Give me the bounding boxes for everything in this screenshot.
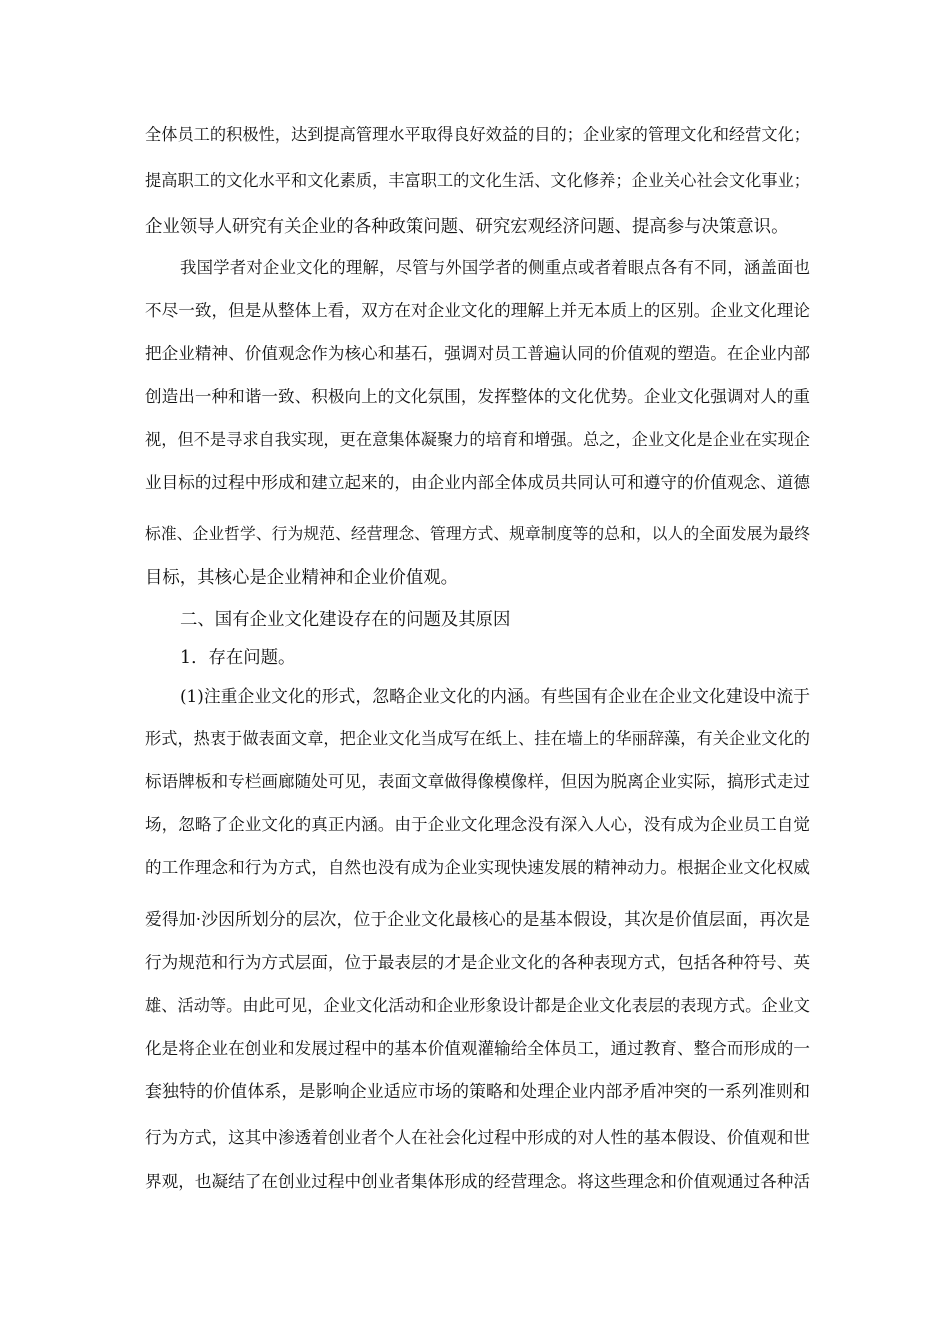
paragraph-first-line: 我国学者对企业文化的理解，尽管与外国学者的侧重点或者着眼点各有不同，涵盖面也 <box>180 258 810 277</box>
text-line: 把企业精神、价值观念作为核心和基石，强调对员工普遍认同的价值观的塑造。在企业内部 <box>145 344 810 363</box>
text-line: 的工作理念和行为方式，自然也没有成为企业实现快速发展的精神动力。根据企业文化权威 <box>145 858 810 877</box>
text-line: 目标，其核心是企业精神和企业价值观。 <box>145 568 459 588</box>
text-line: 不尽一致，但是从整体上看，双方在对企业文化的理解上并无本质上的区别。企业文化理论 <box>145 301 810 320</box>
text-line: 套独特的价值体系，是影响企业适应市场的策略和处理企业内部矛盾冲突的一系列准则和 <box>145 1082 810 1102</box>
subsection-heading: 1．存在问题。 <box>180 648 296 668</box>
text-line: 业目标的过程中形成和建立起来的，由企业内部全体成员共同认可和遵守的价值观念、道德 <box>145 473 810 492</box>
text-line: 行为方式，这其中渗透着创业者个人在社会化过程中形成的对人性的基本假设、价值观和世 <box>145 1128 810 1147</box>
text-line: 标准、企业哲学、行为规范、经营理念、管理方式、规章制度等的总和，以人的全面发展为最终 <box>145 524 810 543</box>
text-line: 场，忽略了企业文化的真正内涵。由于企业文化理念没有深入人心，没有成为企业员工自觉 <box>145 815 810 834</box>
text-line: 形式，热衷于做表面文章，把企业文化当成写在纸上、挂在墙上的华丽辞藻，有关企业文化的 <box>145 729 810 748</box>
text-line: 界观，也凝结了在创业过程中创业者集体形成的经营理念。将这些理念和价值观通过各种活 <box>145 1172 810 1191</box>
paragraph-first-line: (1)注重企业文化的形式，忽略企业文化的内涵。有些国有企业在企业文化建设中流于 <box>180 686 810 706</box>
text-line: 创造出一种和谐一致、积极向上的文化氛围，发挥整体的文化优势。企业文化强调对人的重 <box>145 387 810 406</box>
text-line: 雄、活动等。由此可见，企业文化活动和企业形象设计都是企业文化表层的表现方式。企业文 <box>145 996 810 1015</box>
text-line: 提高职工的文化水平和文化素质，丰富职工的文化生活、文化修养；企业关心社会文化事业； <box>145 171 810 190</box>
text-line: 标语牌板和专栏画廊随处可见，表面文章做得像模像样，但因为脱离企业实际，搞形式走过 <box>145 772 810 791</box>
text-line: 行为规范和行为方式层面，位于最表层的才是企业文化的各种表现方式，包括各种符号、英 <box>145 953 810 972</box>
text-line: 企业领导人研究有关企业的各种政策问题、研究宏观经济问题、提高参与决策意识。 <box>145 217 789 237</box>
text-line: 化是将企业在创业和发展过程中的基本价值观灌输给全体员工，通过教育、整合而形成的一 <box>145 1039 810 1058</box>
text-line: 爱得加·沙因所划分的层次，位于企业文化最核心的是基本假设，其次是价值层面，再次是 <box>145 909 810 929</box>
section-heading: 二、国有企业文化建设存在的问题及其原因 <box>180 610 511 630</box>
text-line: 全体员工的积极性，达到提高管理水平取得良好效益的目的；企业家的管理文化和经营文化； <box>145 125 810 144</box>
text-line: 视，但不是寻求自我实现，更在意集体凝聚力的培育和增强。总之，企业文化是企业在实现企 <box>145 430 810 449</box>
